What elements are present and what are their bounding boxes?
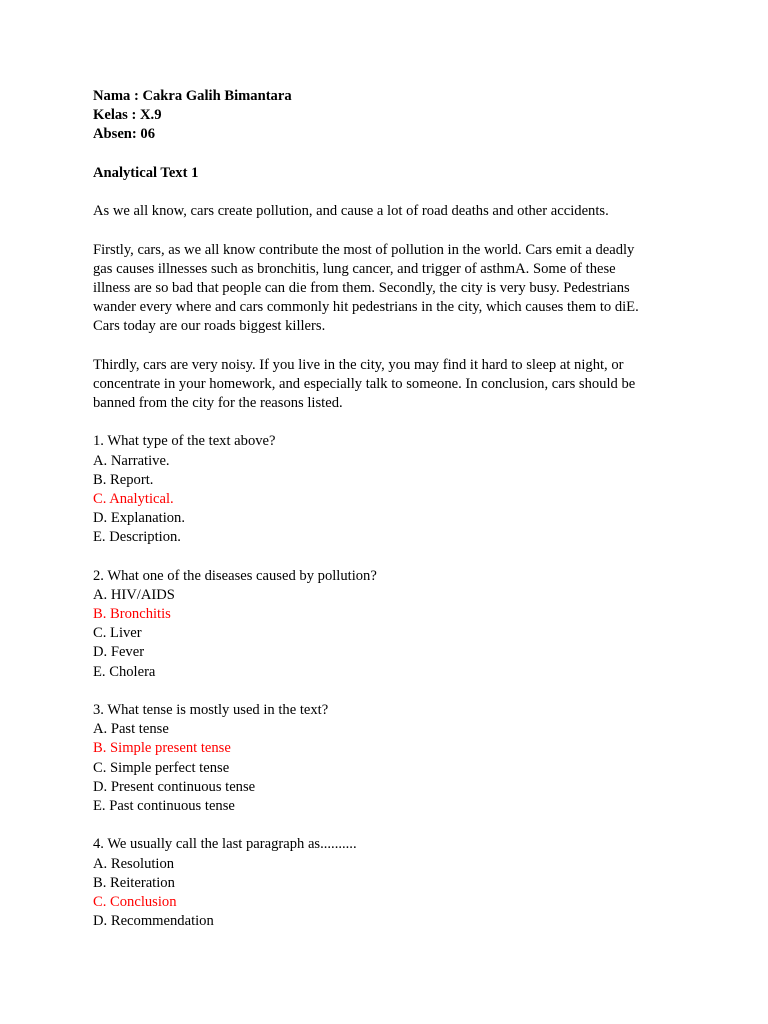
student-number: Absen: 06 [93,126,156,143]
question-text: 3. What tense is mostly used in the text? [93,702,329,718]
question-1 [93,432,693,547]
student-name: Nama : Cakra Galih Bimantara [93,88,292,104]
answer-option: D. Present continuous tense [93,778,256,795]
student-class: Kelas : X.9 [93,107,162,124]
paragraph-line: illness are so bad that people can die from them. Secondly, the city is very busy. Pedestrians [93,279,630,296]
paragraph-line: gas causes illnesses such as bronchitis, lung cancer, and trigger of asthmA. Some of these [93,260,616,277]
answer-option: A. HIV/AIDS [93,586,175,603]
paragraph-line: concentrate in your homework, and especially talk to someone. In conclusion, cars should be [93,375,636,392]
paragraph-body-1 [93,241,693,337]
answer-option: E. Cholera [93,663,156,680]
paragraph-line: Firstly, cars, as we all know contribute the most of pollution in the world. Cars emit a deadly [93,241,635,258]
answer-option: A. Resolution [93,855,175,872]
answer-option: B. Reiteration [93,874,175,891]
paragraph-line: Cars today are our roads biggest killers. [93,318,326,335]
answer-option: D. Recommendation [93,913,214,930]
paragraph-intro [93,202,693,221]
answer-option-correct: C. Analytical. [93,490,174,507]
question-3 [93,701,693,816]
paragraph-body-2 [93,356,693,414]
answer-option: C. Liver [93,625,142,642]
answer-option: A. Past tense [93,721,169,738]
answer-option-correct: C. Conclusion [93,893,177,910]
answer-option: D. Fever [93,644,145,661]
answer-option: B. Report. [93,471,154,488]
answer-option: E. Description. [93,529,181,546]
document-page [93,87,693,931]
question-text: 1. What type of the text above? [93,433,276,450]
paragraph-line: banned from the city for the reasons listed. [93,395,343,411]
question-text: 4. We usually call the last paragraph as.......... [93,836,357,853]
answer-option-correct: B. Bronchitis [93,606,171,623]
answer-option: E. Past continuous tense [93,797,235,814]
question-text: 2. What one of the diseases caused by pollution? [93,567,377,584]
answer-option: C. Simple perfect tense [93,759,230,776]
paragraph-line: Thirdly, cars are very noisy. If you live in the city, you may find it hard to sleep at night, or [93,356,624,373]
answer-option-correct: B. Simple present tense [93,740,231,757]
answer-option: D. Explanation. [93,510,186,527]
question-4 [93,835,693,931]
paragraph-line: wander every where and cars commonly hit pedestrians in the city, which causes them to diE. [93,299,639,316]
answer-option: A. Narrative. [93,452,170,469]
question-2 [93,567,693,682]
document-title: Analytical Text 1 [93,164,199,181]
paragraph-line: As we all know, cars create pollution, and cause a lot of road deaths and other accidents. [93,203,609,220]
